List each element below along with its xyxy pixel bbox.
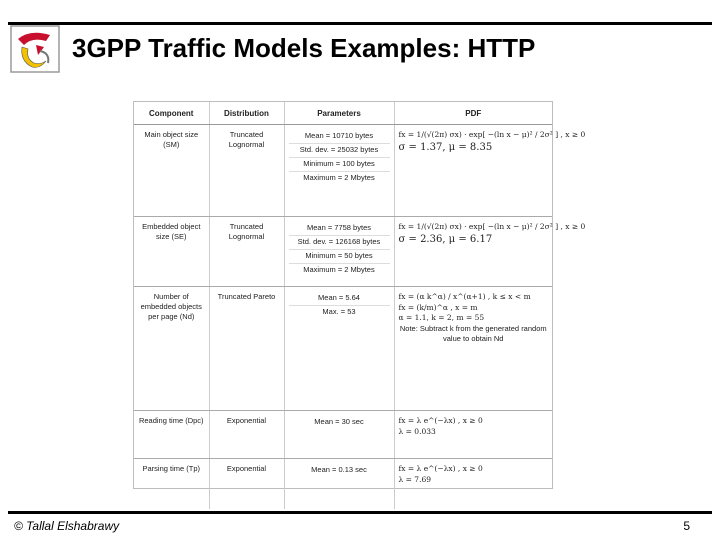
pdf-params: σ = 1.37, μ = 8.35 [398, 141, 493, 153]
table-header-row [134, 102, 552, 125]
pdf-formula: fx = 1/(√(2π) σx) · exp[ −(ln x − μ)² / 2σ² ] , x ≥ 0 [398, 130, 586, 139]
table-row [134, 459, 552, 509]
http-traffic-model-table [133, 101, 586, 489]
cell-distribution: Truncated Lognormal [209, 125, 284, 217]
pdf-params: λ = 0.033 [398, 426, 436, 436]
cell-component: Number of embedded objects per page (Nd) [134, 287, 209, 411]
cell-pdf [394, 125, 586, 217]
parameter-line: Mean = 30 sec [314, 417, 364, 426]
footer-copyright: © Tallal Elshabrawy [14, 519, 120, 533]
page-number: 5 [683, 519, 690, 533]
header-pdf: PDF [394, 102, 552, 125]
slide-title: 3GPP Traffic Models Examples: HTTP [72, 33, 536, 63]
cell-parameters [284, 125, 394, 217]
cell-distribution: Exponential [209, 459, 284, 509]
cell-pdf [394, 459, 552, 509]
parameter-line: Maximum = 2 Mbytes [303, 265, 375, 275]
header-component: Component [134, 102, 209, 125]
parameter-line: Std. dev. = 126168 bytes [289, 236, 390, 250]
pdf-formula: fx = (k/m)^α , x = m [398, 302, 478, 312]
table-row [134, 217, 552, 287]
pdf-note: Note: Subtract k from the generated random value to obtain Nd [399, 323, 547, 343]
pdf-params: α = 1.1, k = 2, m = 55 [398, 313, 485, 322]
pdf-formula: fx = λ e^(−λx) , x ≥ 0 [398, 464, 483, 473]
cell-distribution: Truncated Lognormal [209, 217, 284, 287]
cell-component: Embedded object size (SE) [134, 217, 209, 287]
parameter-line: Minimum = 50 bytes [289, 250, 390, 264]
footer-rule [8, 511, 712, 514]
cell-parameters [284, 287, 394, 411]
parameter-line: Mean = 0.13 sec [311, 465, 367, 474]
cell-parameters [284, 411, 394, 459]
header-parameters: Parameters [284, 102, 394, 125]
header-distribution: Distribution [209, 102, 284, 125]
cell-parameters [284, 217, 394, 287]
cell-component: Reading time (Dpc) [134, 411, 209, 459]
parameter-line: Mean = 7758 bytes [289, 222, 390, 236]
pdf-params: λ = 7.69 [398, 474, 432, 484]
parameter-line: Mean = 10710 bytes [289, 130, 390, 144]
parameter-line: Max. = 53 [322, 307, 356, 317]
cell-parameters [284, 459, 394, 509]
table-row [134, 287, 552, 411]
cell-pdf [394, 217, 586, 287]
table-row [134, 125, 552, 217]
parameter-line: Minimum = 100 bytes [289, 158, 390, 172]
parameter-line: Std. dev. = 25032 bytes [289, 144, 390, 158]
parameter-line: Mean = 5.64 [289, 292, 390, 306]
parameter-table [134, 102, 586, 509]
university-logo-icon [10, 25, 60, 73]
cell-distribution: Truncated Pareto [209, 287, 284, 411]
title-top-rule [8, 22, 712, 25]
cell-pdf [394, 287, 552, 411]
cell-pdf [394, 411, 552, 459]
pdf-formula: fx = 1/(√(2π) σx) · exp[ −(ln x − μ)² / 2σ² ] , x ≥ 0 [398, 222, 586, 231]
table-row [134, 411, 552, 459]
cell-component: Parsing time (Tp) [134, 459, 209, 509]
parameter-line: Maximum = 2 Mbytes [303, 173, 375, 183]
pdf-formula: fx = (α k^α) / x^(α+1) , k ≤ x < m [398, 292, 531, 301]
cell-component: Main object size (SM) [134, 125, 209, 217]
cell-distribution: Exponential [209, 411, 284, 459]
pdf-params: σ = 2.36, μ = 6.17 [398, 233, 493, 245]
pdf-formula: fx = λ e^(−λx) , x ≥ 0 [398, 416, 483, 425]
